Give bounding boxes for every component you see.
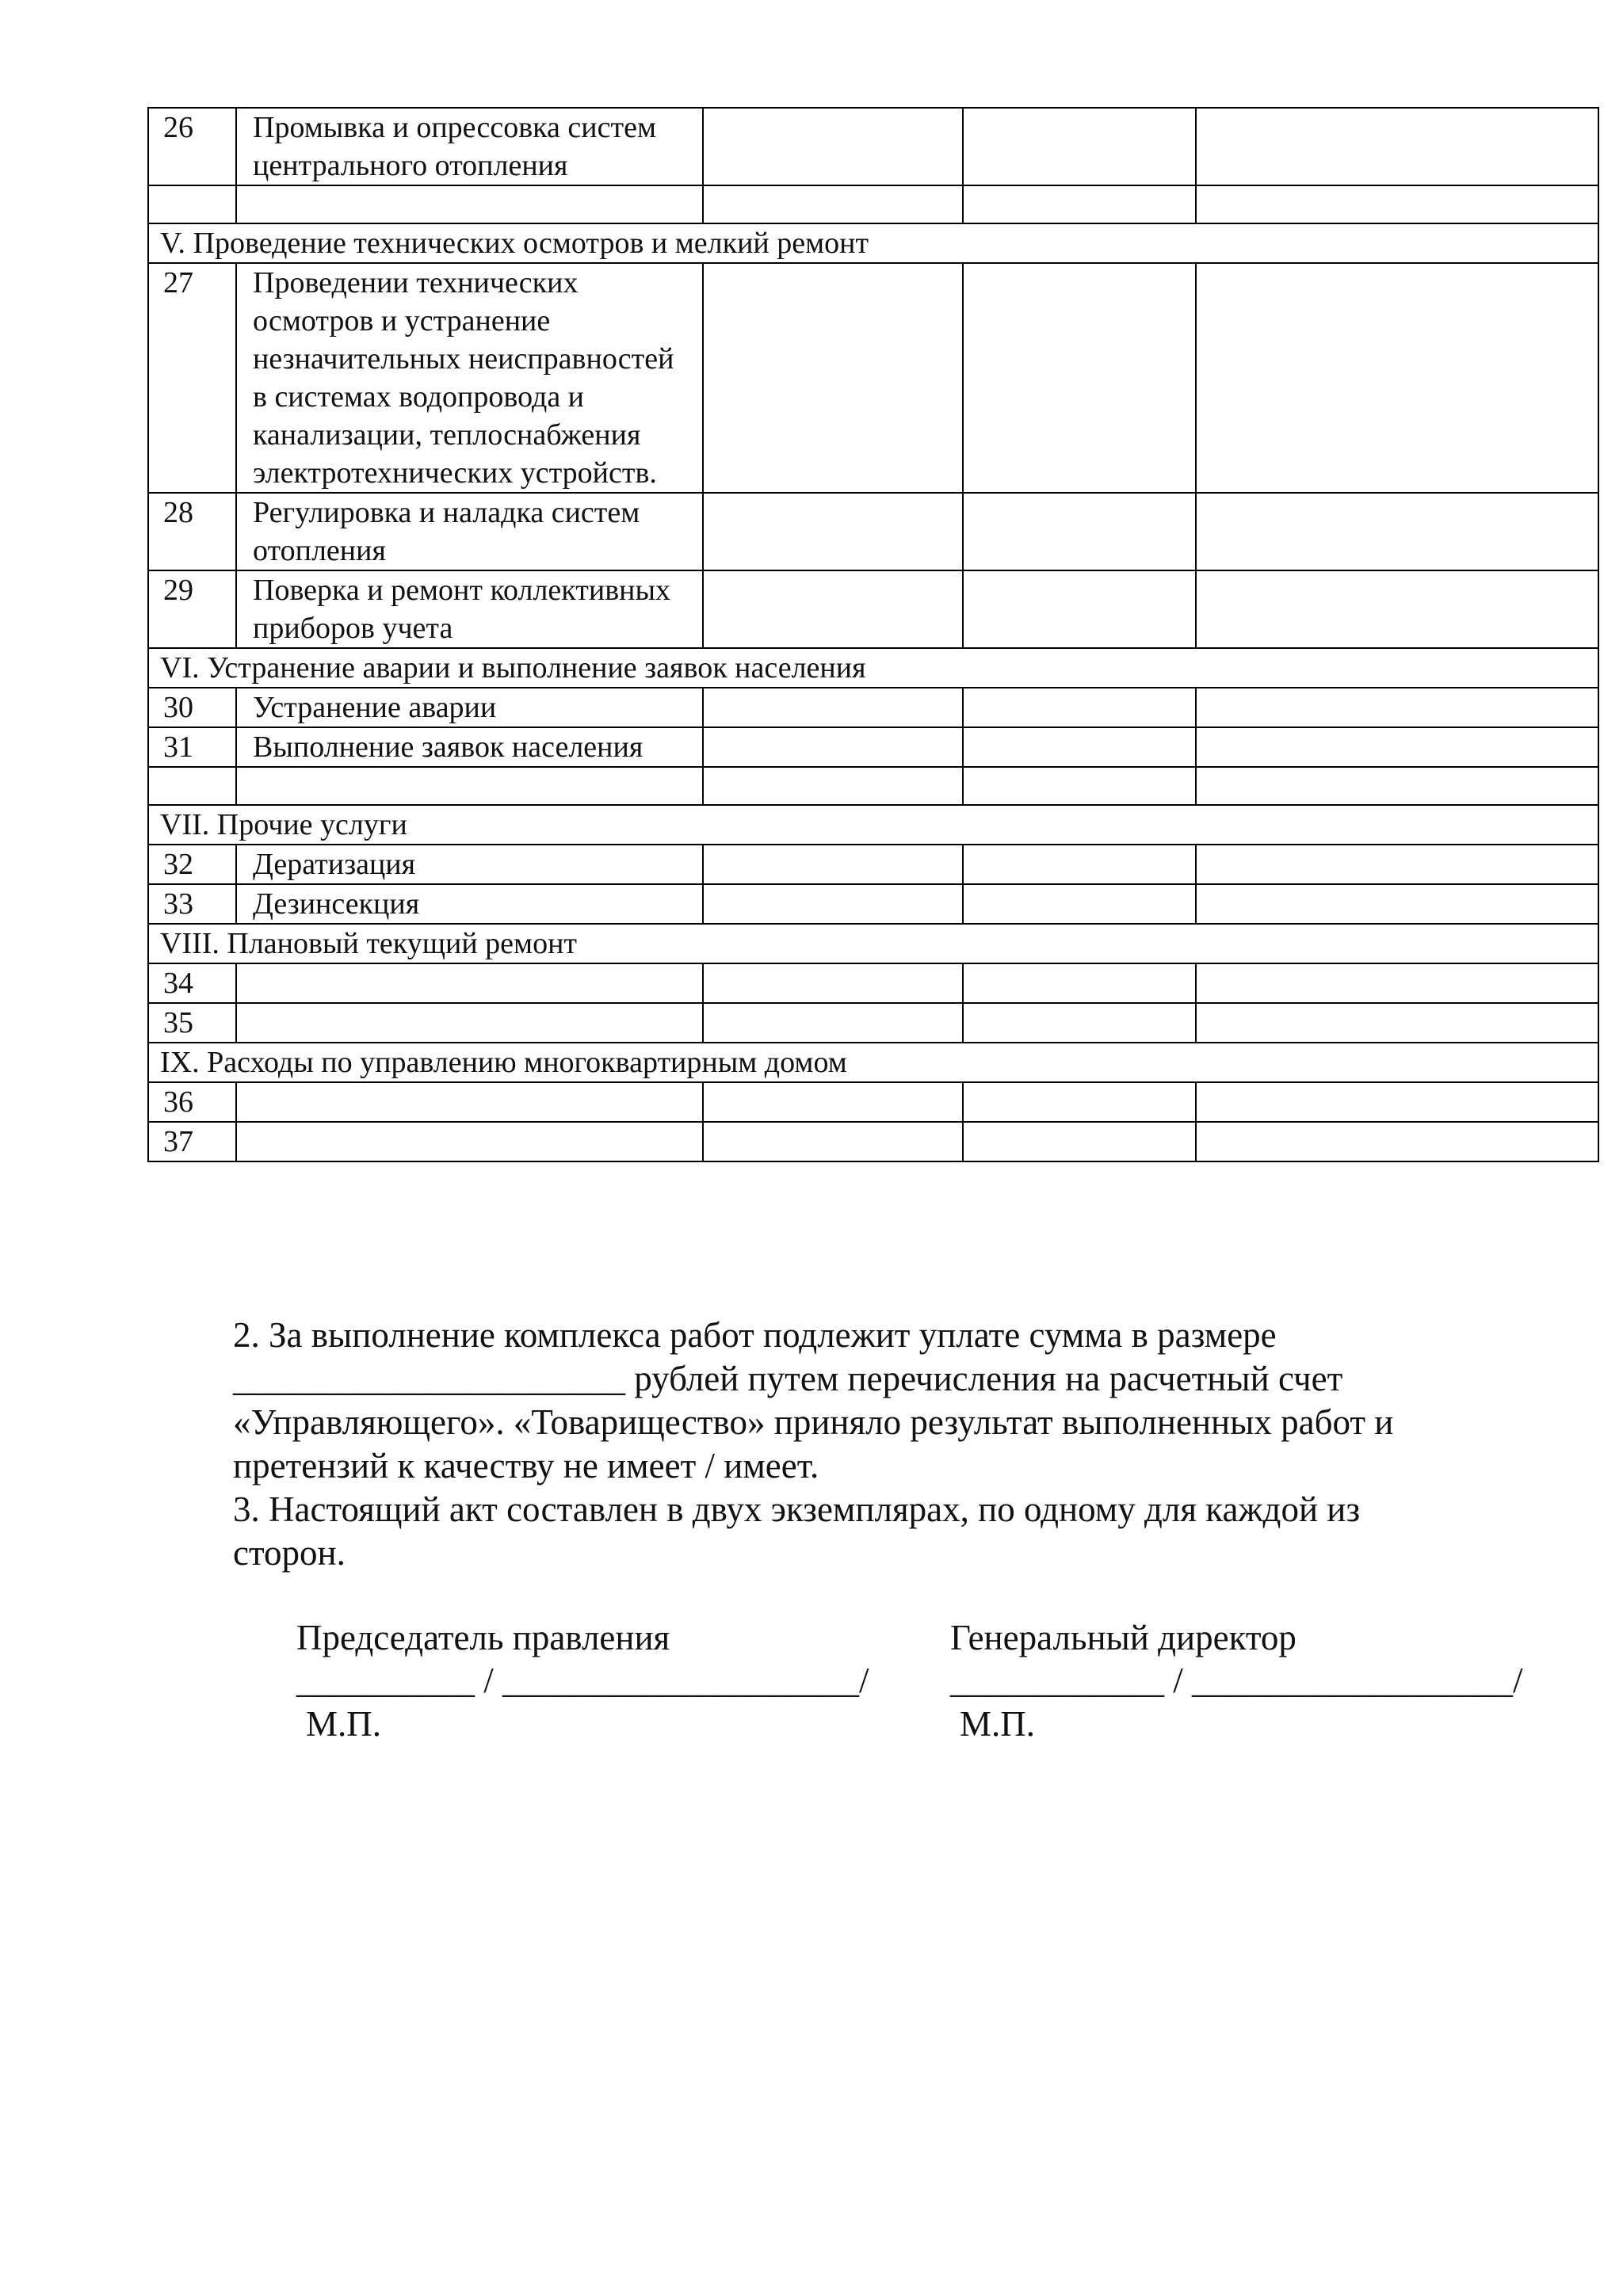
section-row xyxy=(148,1043,1598,1082)
paragraph-line: 2. За выполнение комплекса работ подлежит уплате сумма в размере xyxy=(233,1315,1277,1355)
empty-cell xyxy=(703,1082,963,1122)
work-name: Выполнение заявок населения xyxy=(236,727,703,767)
work-name xyxy=(236,767,703,805)
paragraph-text: рублей путем перечисления на расчетный счет xyxy=(625,1359,1343,1398)
empty-row xyxy=(148,767,1598,805)
empty-cell xyxy=(963,727,1196,767)
row-number: 28 xyxy=(148,493,236,570)
empty-cell xyxy=(963,108,1196,185)
work-name xyxy=(236,1003,703,1043)
empty-cell xyxy=(963,263,1196,493)
empty-cell xyxy=(1196,727,1598,767)
section-title: VI. Устранение аварии и выполнение заявок населения xyxy=(148,648,1598,688)
paragraph-line: сторон. xyxy=(233,1533,346,1573)
work-name xyxy=(236,963,703,1003)
empty-cell xyxy=(1196,845,1598,884)
work-name xyxy=(236,185,703,223)
works-table-body xyxy=(148,108,1598,1161)
row-number: 32 xyxy=(148,845,236,884)
empty-cell xyxy=(963,570,1196,648)
works-table xyxy=(147,107,1599,1162)
work-name: Поверка и ремонт коллективных приборов учета xyxy=(236,570,703,648)
empty-cell xyxy=(1196,185,1598,223)
empty-cell xyxy=(1196,1082,1598,1122)
empty-cell xyxy=(963,1082,1196,1122)
paragraph-payment xyxy=(233,1314,1533,1575)
row-number: 36 xyxy=(148,1082,236,1122)
empty-cell xyxy=(703,493,963,570)
empty-cell xyxy=(1196,493,1598,570)
empty-cell xyxy=(1196,884,1598,924)
signature-title-right: Генеральный директор xyxy=(950,1618,1296,1657)
amount-blank-field: ______________________ xyxy=(233,1359,625,1398)
empty-cell xyxy=(963,963,1196,1003)
empty-cell xyxy=(703,767,963,805)
row-number: 27 xyxy=(148,263,236,493)
work-name: Регулировка и наладка систем отопления xyxy=(236,493,703,570)
table-row xyxy=(148,108,1598,185)
empty-cell xyxy=(703,688,963,727)
section-row xyxy=(148,924,1598,963)
empty-cell xyxy=(963,884,1196,924)
empty-cell xyxy=(703,884,963,924)
table-row xyxy=(148,570,1598,648)
paragraph-line: «Управляющего». «Товарищество» приняло результат выполненных работ и xyxy=(233,1402,1394,1442)
table-row xyxy=(148,845,1598,884)
empty-cell xyxy=(963,185,1196,223)
row-number: 29 xyxy=(148,570,236,648)
row-number: 33 xyxy=(148,884,236,924)
row-number: 31 xyxy=(148,727,236,767)
table-row xyxy=(148,1082,1598,1122)
signature-line-right: ____________ / __________________/ xyxy=(950,1661,1523,1700)
signature-title-left: Председатель правления xyxy=(296,1618,670,1657)
empty-cell xyxy=(703,1003,963,1043)
row-number: 26 xyxy=(148,108,236,185)
row-number: 37 xyxy=(148,1122,236,1161)
empty-cell xyxy=(703,727,963,767)
section-title: VIII. Плановый текущий ремонт xyxy=(148,924,1598,963)
table-row xyxy=(148,263,1598,493)
work-name: Проведении технических осмотров и устранение незначительных неисправностей в системах водопровода и канализации, теплоснабжения электротехнических устройств. xyxy=(236,263,703,493)
empty-cell xyxy=(703,1122,963,1161)
stamp-label-right: М.П. xyxy=(960,1704,1036,1744)
empty-cell xyxy=(703,185,963,223)
empty-cell xyxy=(1196,688,1598,727)
empty-cell xyxy=(703,570,963,648)
empty-cell xyxy=(1196,263,1598,493)
row-number xyxy=(148,767,236,805)
table-row xyxy=(148,963,1598,1003)
empty-cell xyxy=(703,108,963,185)
empty-row xyxy=(148,185,1598,223)
work-name xyxy=(236,1082,703,1122)
empty-cell xyxy=(703,845,963,884)
paragraph-line: претензий к качеству не имеет / имеет. xyxy=(233,1446,819,1486)
section-row xyxy=(148,223,1598,263)
section-title: IX. Расходы по управлению многоквартирным домом xyxy=(148,1043,1598,1082)
work-name xyxy=(236,1122,703,1161)
row-number: 35 xyxy=(148,1003,236,1043)
work-name: Дезинсекция xyxy=(236,884,703,924)
empty-cell xyxy=(963,845,1196,884)
empty-cell xyxy=(963,1122,1196,1161)
empty-cell xyxy=(1196,963,1598,1003)
work-name: Промывка и опрессовка систем центрального отопления xyxy=(236,108,703,185)
table-row xyxy=(148,688,1598,727)
empty-cell xyxy=(963,493,1196,570)
empty-cell xyxy=(703,263,963,493)
empty-cell xyxy=(963,1003,1196,1043)
empty-cell xyxy=(1196,1122,1598,1161)
table-row xyxy=(148,1003,1598,1043)
section-row xyxy=(148,805,1598,845)
empty-cell xyxy=(1196,1003,1598,1043)
table-row xyxy=(148,727,1598,767)
table-row xyxy=(148,493,1598,570)
row-number: 30 xyxy=(148,688,236,727)
paragraph-line xyxy=(233,1357,1533,1401)
empty-cell xyxy=(703,963,963,1003)
work-name: Дератизация xyxy=(236,845,703,884)
table-row xyxy=(148,1122,1598,1161)
section-row xyxy=(148,648,1598,688)
work-name: Устранение аварии xyxy=(236,688,703,727)
empty-cell xyxy=(963,767,1196,805)
section-title: V. Проведение технических осмотров и мелкий ремонт xyxy=(148,223,1598,263)
empty-cell xyxy=(1196,767,1598,805)
empty-cell xyxy=(1196,108,1598,185)
table-row xyxy=(148,884,1598,924)
stamp-label-left: М.П. xyxy=(306,1704,382,1744)
signature-line-left: __________ / ____________________/ xyxy=(296,1661,869,1700)
empty-cell xyxy=(963,688,1196,727)
row-number: 34 xyxy=(148,963,236,1003)
empty-cell xyxy=(1196,570,1598,648)
paragraph-line: 3. Настоящий акт составлен в двух экземплярах, по одному для каждой из xyxy=(233,1489,1361,1529)
section-title: VII. Прочие услуги xyxy=(148,805,1598,845)
row-number xyxy=(148,185,236,223)
